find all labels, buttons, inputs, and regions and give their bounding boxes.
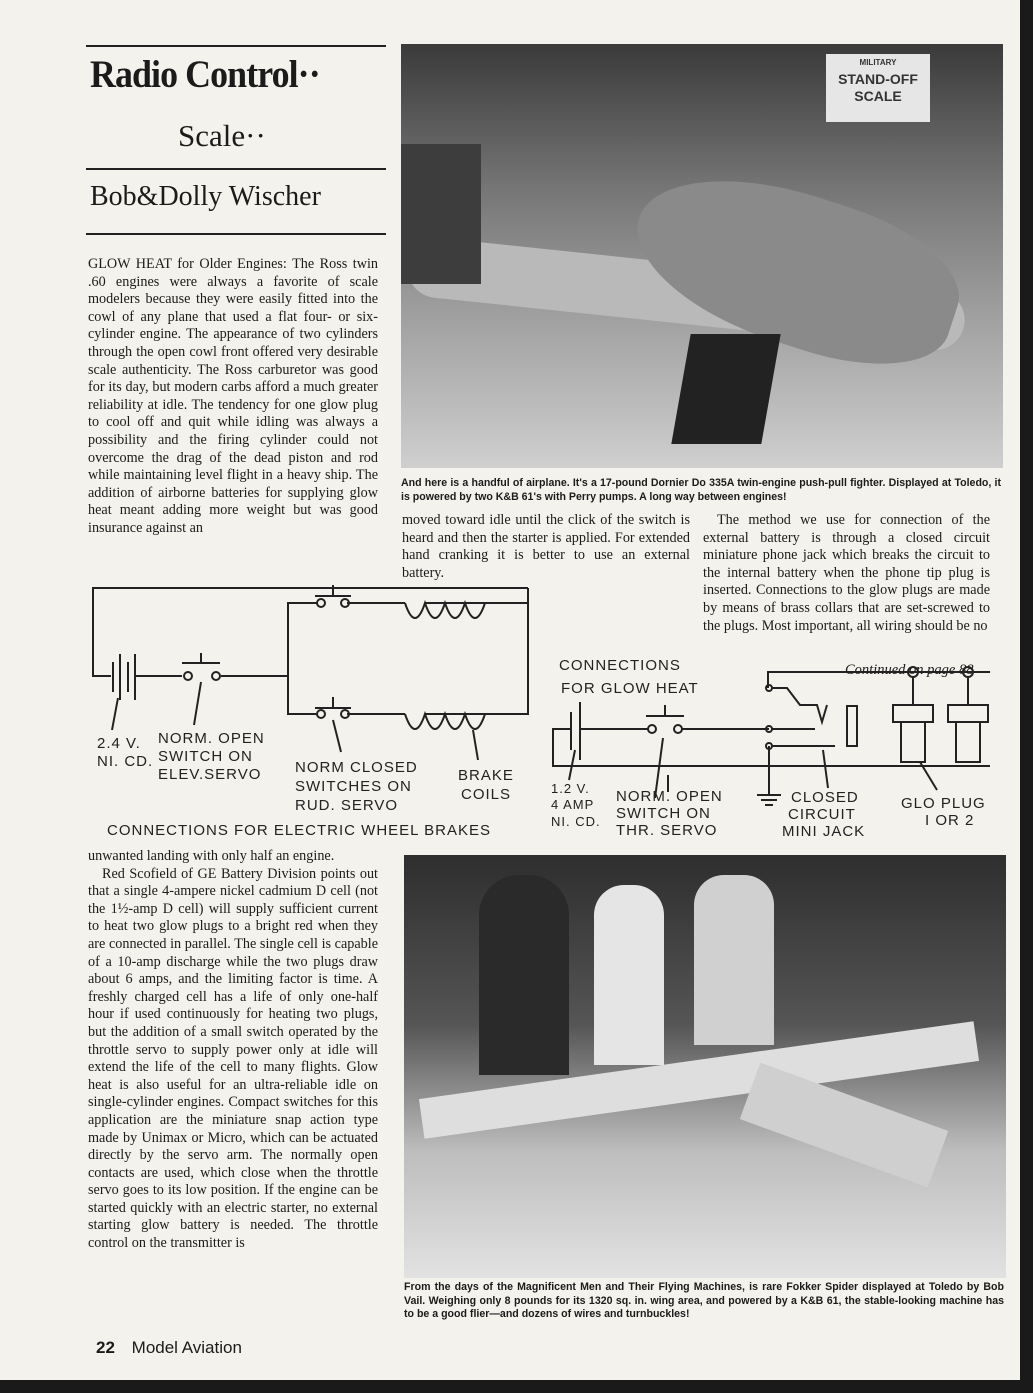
spectator (479, 875, 569, 1075)
mini-jack-symbol (757, 688, 857, 805)
spectator (594, 885, 664, 1065)
biplane-tail (740, 1063, 948, 1188)
header-rule (86, 233, 386, 235)
magazine-name: Model Aviation (131, 1338, 242, 1357)
page-footer (96, 1338, 242, 1358)
continued-note: Continued on page 88 (845, 662, 974, 678)
column-title: Radio Control·· (90, 53, 320, 96)
article-text-col2: moved toward idle until the click of the switch is heard and then the starter is applied. For extended hand cranking it is better to use an external battery. (402, 512, 690, 581)
paragraph: Red Scofield of GE Battery Division points out that a single 4-ampere nickel cadmium D cell (not the 1½-amp D cell) will supply sufficient current to heat two glow plugs to a bright red when they are connected in parallel. The single cell is capable of a 10-amp discharge while the two plugs draw about 6 amps, and the limiting factor is time. A freshly charged cell has a life of only one-half hour if used continuously for heating two plugs, but the addition of a small switch operated by the throttle servo to supply power only at idle will extend the life of the cell to many flights. Glow heat is also useful for an ultra-reliable idle on single-cylinder engines. Compact switches for this application are the miniature snap action type made by Unimax or Micro, which can be actuated directly by the servo arm. The normally open contacts are used, which close when the throttle servo goes to its low position. If the engine can be started quickly with an electric starter, no external starting glow battery is needed. The throttle control on the transmitter is (88, 865, 378, 1252)
photo-caption-bottom: From the days of the Magnificent Men and Their Flying Machines, is rare Fokker Spider displayed at Toledo by Bob Vail. Weighing only 8 pounds for its 1320 sq. in. wing area, and powered by a K&B 61, the stable-looking machine has to be a good flier—and dozens of wires and turnbuckles! (404, 1281, 1004, 1320)
diagram-glow-heat (545, 650, 1005, 845)
label: GLO PLUG (901, 795, 986, 812)
photo-caption-top: And here is a handful of airplane. It's a 17-pound Dornier Do 335A twin-engine push-pull fighter. Displayed at Toledo, it is powered by two K&B 61's with Perry pumps. A long way between engines! (401, 477, 1001, 503)
label: NORM. OPEN (158, 730, 265, 747)
label: SWITCHES ON (295, 778, 412, 795)
byline: Bob&Dolly Wischer (90, 181, 321, 212)
label: CIRCUIT (788, 806, 856, 823)
article-text-col3: The method we use for connection of the external battery is through a closed circuit miniature phone jack which breaks the circuit to the internal battery when the phone tip plug is inserted. Connections to the glow plugs are made by means of brass collars that are set-screwed to the plugs. Most important, all wiring should be no (703, 512, 990, 634)
airplane-fuselage (616, 147, 976, 392)
airplane-tail (671, 334, 780, 444)
label: I OR 2 (925, 812, 975, 829)
diagram-title: CONNECTIONS (559, 657, 681, 674)
label: NORM CLOSED (295, 759, 418, 776)
label: NI. CD. (551, 814, 601, 829)
label: CLOSED (791, 789, 859, 806)
glow-plug-symbol (893, 677, 988, 762)
label: SWITCH ON (616, 805, 711, 822)
article-text-col1-top: GLOW HEAT for Older Engines: The Ross twin .60 engines were always a favorite of scale modelers because they were easily fitted into the cowl of any plane that used a flat four- or six-cylinder engine. The appearance of two cylinders through the open cowl front offered very desirable scale authenticity. The Ross carburetor was good for its day, but modern carbs afford a much greater reliability at idle. The tendency for one glow plug to cool off and quit while idling was always a possibility and the firing cylinder could not overcome the drag of the dead piston and rod while maintaining level flight in a heavy ship. The addition of airborne batteries for supplying glow heat meant adding more weight but was good insurance against an (88, 256, 378, 536)
label: NI. CD. (97, 753, 154, 770)
diagram-wheel-brakes (85, 580, 545, 845)
label: COILS (461, 786, 512, 803)
label: 4 AMP (551, 797, 595, 812)
label: SWITCH ON (158, 748, 253, 765)
sign-line: MILITARY (859, 58, 897, 67)
label: MINI JACK (782, 823, 866, 840)
label: BRAKE (458, 767, 514, 784)
brake-coils-symbol (405, 603, 485, 729)
label: RUD. SERVO (295, 797, 399, 814)
diagram-title: CONNECTIONS FOR ELECTRIC WHEEL BRAKES (107, 822, 491, 839)
article-text-col1-bottom (88, 848, 378, 1253)
spectators (401, 144, 481, 284)
spectator (694, 875, 774, 1045)
label: ELEV.SERVO (158, 766, 262, 783)
page-number: 22 (96, 1338, 115, 1357)
header-rule (86, 45, 386, 47)
stand-off-scale-sign (826, 54, 930, 122)
label: 1.2 V. (551, 781, 590, 796)
sign-line: SCALE (854, 88, 902, 104)
diagram-title: FOR GLOW HEAT (561, 680, 699, 697)
battery-symbol (113, 654, 135, 700)
label: NORM. OPEN (616, 788, 723, 805)
header-rule (86, 168, 386, 170)
paragraph: unwanted landing with only half an engine. (88, 848, 335, 864)
label: 2.4 V. (97, 735, 141, 752)
label: THR. SERVO (616, 822, 718, 839)
sign-line: STAND-OFF (838, 71, 918, 87)
column-subtitle: Scale·· (178, 118, 266, 153)
photo-dornier (401, 44, 1003, 468)
photo-fokker-spider (404, 855, 1006, 1278)
